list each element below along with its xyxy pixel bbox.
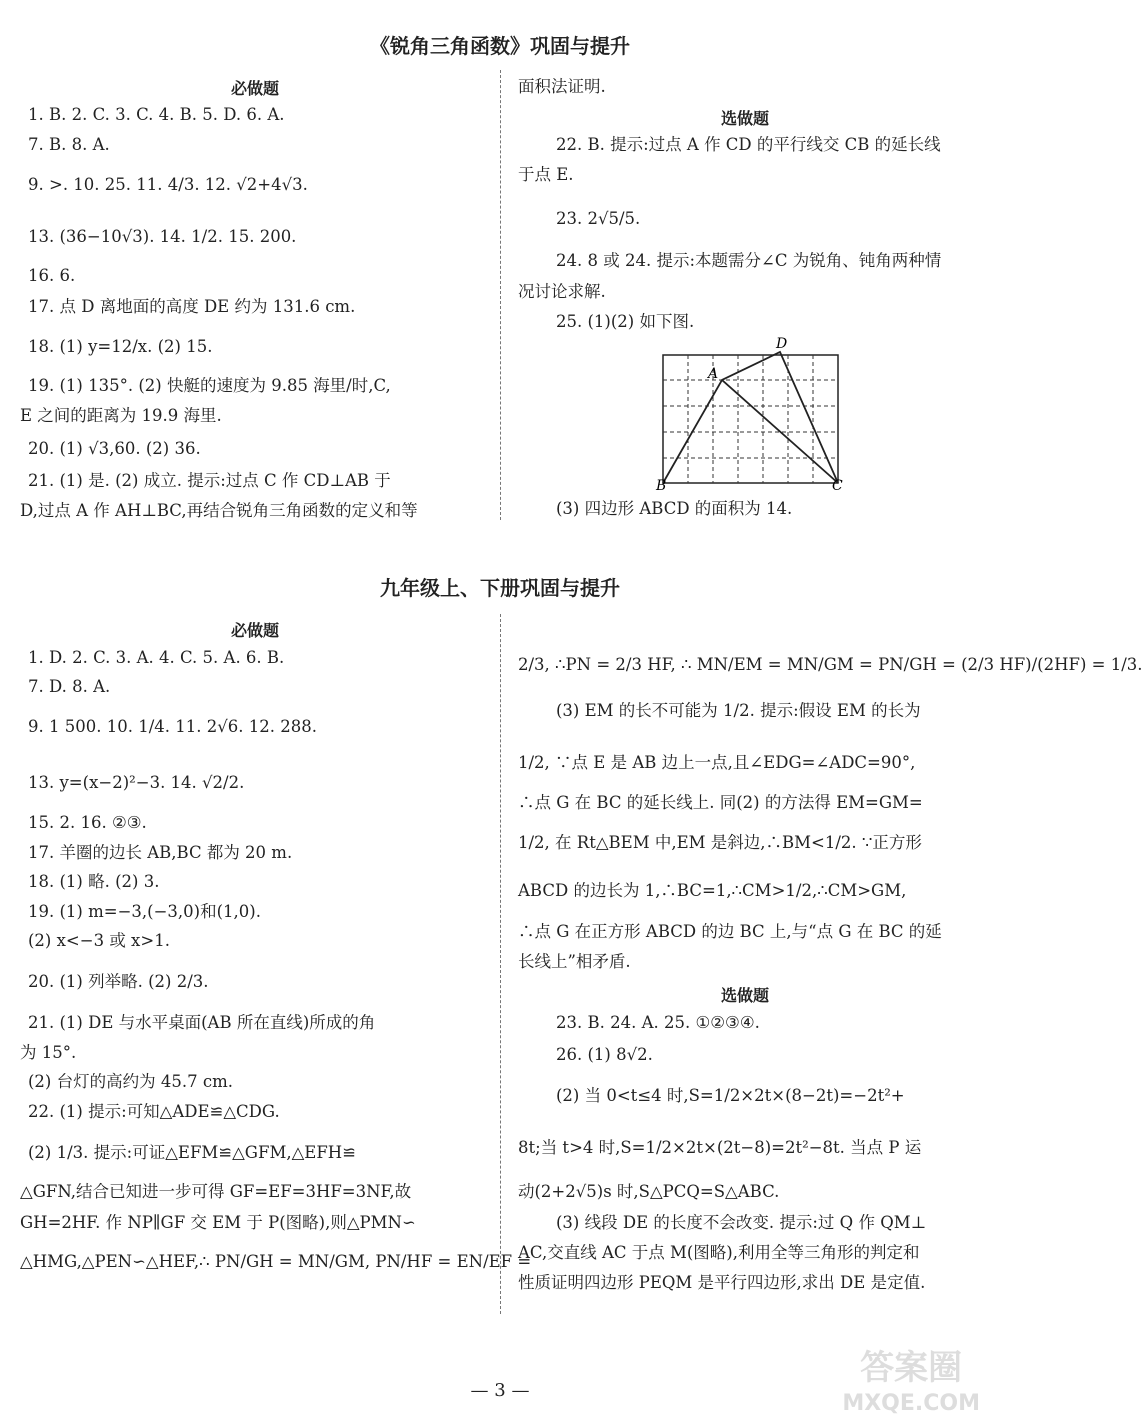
s2-left-line: 20. (1) 列举略. (2) 2/3. [28, 972, 209, 991]
s1-right-line: 况讨论求解. [518, 282, 606, 301]
s2-right-line: (2) 当 0<t≤4 时,S=1/2×2t×(8−2t)=−2t²+ [556, 1086, 905, 1105]
s2-right-line: 动(2+2√5)s 时,S△PCQ=S△ABC. [518, 1182, 780, 1201]
section2-optional-heading: 选做题 [720, 986, 769, 1005]
s2-right-line: 长线上”相矛盾. [518, 952, 631, 971]
page-number: — 3 — [470, 1380, 530, 1401]
section1-optional-heading: 选做题 [720, 109, 769, 128]
s2-right-line: 2/3, ∴PN = 2/3 HF, ∴ MN/EM = MN/GM = PN/GH = (2/3 HF)/(2HF) = 1/3. [518, 655, 1143, 674]
s2-left-line: 17. 羊圈的边长 AB,BC 都为 20 m. [28, 843, 293, 862]
s1-right-line: 面积法证明. [518, 77, 606, 96]
s2-left-line: 7. D. 8. A. [28, 677, 111, 696]
s1-left-line: D,过点 A 作 AH⊥BC,再结合锐角三角函数的定义和等 [20, 501, 418, 520]
s2-left-line: 21. (1) DE 与水平桌面(AB 所在直线)所成的角 [28, 1013, 376, 1032]
watermark [842, 1350, 980, 1422]
s1-left-line: 7. B. 8. A. [28, 135, 110, 154]
s2-left-line: GH=2HF. 作 NP∥GF 交 EM 于 P(图略),则△PMN∽ [20, 1213, 416, 1232]
watermark-line: 答案圈 [860, 1348, 963, 1388]
s1-left-line: 21. (1) 是. (2) 成立. 提示:过点 C 作 CD⊥AB 于 [28, 471, 391, 490]
s1-left-line: 20. (1) √3,60. (2) 36. [28, 439, 201, 458]
s2-left-line: 1. D. 2. C. 3. A. 4. C. 5. A. 6. B. [28, 648, 285, 667]
s1-right-line: 22. B. 提示:过点 A 作 CD 的平行线交 CB 的延长线 [556, 135, 941, 154]
s1-left-line: 1. B. 2. C. 3. C. 4. B. 5. D. 6. A. [28, 105, 285, 124]
quadrilateral-figure [650, 332, 850, 492]
s1-left-line: 18. (1) y=12/x. (2) 15. [28, 337, 213, 356]
s1-left-line: 9. >. 10. 25. 11. 4/3. 12. √2+4√3. [28, 175, 308, 194]
s2-right-line: 26. (1) 8√2. [556, 1045, 653, 1064]
s2-right-line: 性质证明四边形 PEQM 是平行四边形,求出 DE 是定值. [518, 1273, 926, 1292]
column-divider [500, 614, 501, 1314]
s2-right-line: 23. B. 24. A. 25. ①②③④. [556, 1013, 760, 1032]
s1-left-line: 19. (1) 135°. (2) 快艇的速度为 9.85 海里/时,C, [28, 376, 391, 395]
s1-right-line: 23. 2√5/5. [556, 209, 641, 228]
s1-left-line: 13. (36−10√3). 14. 1/2. 15. 200. [28, 227, 297, 246]
s2-left-line: (2) x<−3 或 x>1. [28, 931, 170, 950]
s1-right-line: 25. (1)(2) 如下图. [556, 312, 695, 331]
s1-left-line: E 之间的距离为 19.9 海里. [20, 406, 222, 425]
s1-right-line: 于点 E. [518, 165, 574, 184]
s2-left-line: 19. (1) m=−3,(−3,0)和(1,0). [28, 902, 261, 921]
section1-required-heading: 必做题 [230, 79, 279, 98]
s2-right-line: ∴点 G 在正方形 ABCD 的边 BC 上,与“点 G 在 BC 的延 [518, 922, 942, 941]
s2-right-line: 8t;当 t>4 时,S=1/2×2t×(2t−8)=2t²−8t. 当点 P 运 [518, 1138, 922, 1157]
s2-right-line: (3) 线段 DE 的长度不会改变. 提示:过 Q 作 QM⊥ [556, 1213, 927, 1232]
label-b: B [656, 478, 667, 494]
label-d: D [776, 336, 788, 352]
watermark-line: MXQE.COM [842, 1391, 980, 1416]
s2-left-line: 18. (1) 略. (2) 3. [28, 872, 160, 891]
s1-right-line: 24. 8 或 24. 提示:本题需分∠C 为锐角、钝角两种情 [556, 251, 942, 270]
s2-right-line: (3) EM 的长不可能为 1/2. 提示:假设 EM 的长为 [556, 701, 921, 720]
s2-left-line: (2) 台灯的高约为 45.7 cm. [28, 1072, 233, 1091]
s2-left-line: △HMG,△PEN∽△HEF,∴ PN/GH = MN/GM, PN/HF = EN/EF = [20, 1252, 532, 1271]
label-c: C [832, 478, 843, 494]
s2-left-line: 13. y=(x−2)²−3. 14. √2/2. [28, 773, 245, 792]
s2-left-line: 9. 1 500. 10. 1/4. 11. 2√6. 12. 288. [28, 717, 317, 736]
s2-right-line: 1/2, 在 Rt△BEM 中,EM 是斜边,∴BM<1/2. ∵正方形 [518, 833, 922, 852]
s2-right-line: ABCD 的边长为 1,∴BC=1,∴CM>1/2,∴CM>GM, [518, 881, 907, 900]
s2-right-line: AC,交直线 AC 于点 M(图略),利用全等三角形的判定和 [518, 1243, 920, 1262]
s2-left-line: (2) 1/3. 提示:可证△EFM≌△GFM,△EFH≌ [28, 1143, 356, 1162]
s2-left-line: 为 15°. [20, 1043, 77, 1062]
label-a: A [708, 366, 719, 382]
s2-left-line: 15. 2. 16. ②③. [28, 813, 147, 832]
section2-required-heading: 必做题 [230, 621, 279, 640]
s1-left-line: 17. 点 D 离地面的高度 DE 约为 131.6 cm. [28, 297, 356, 316]
section1-title: 《锐角三角函数》巩固与提升 [370, 34, 630, 58]
s1-right-line: (3) 四边形 ABCD 的面积为 14. [556, 499, 793, 518]
column-divider [500, 70, 501, 520]
s2-left-line: 22. (1) 提示:可知△ADE≌△CDG. [28, 1102, 280, 1121]
section2-title: 九年级上、下册巩固与提升 [380, 576, 620, 600]
s2-left-line: △GFN,结合已知进一步可得 GF=EF=3HF=3NF,故 [20, 1182, 412, 1201]
s2-right-line: ∴点 G 在 BC 的延长线上. 同(2) 的方法得 EM=GM= [518, 793, 923, 812]
s2-right-line: 1/2, ∵点 E 是 AB 边上一点,且∠EDG=∠ADC=90°, [518, 753, 916, 772]
s1-left-line: 16. 6. [28, 266, 76, 285]
